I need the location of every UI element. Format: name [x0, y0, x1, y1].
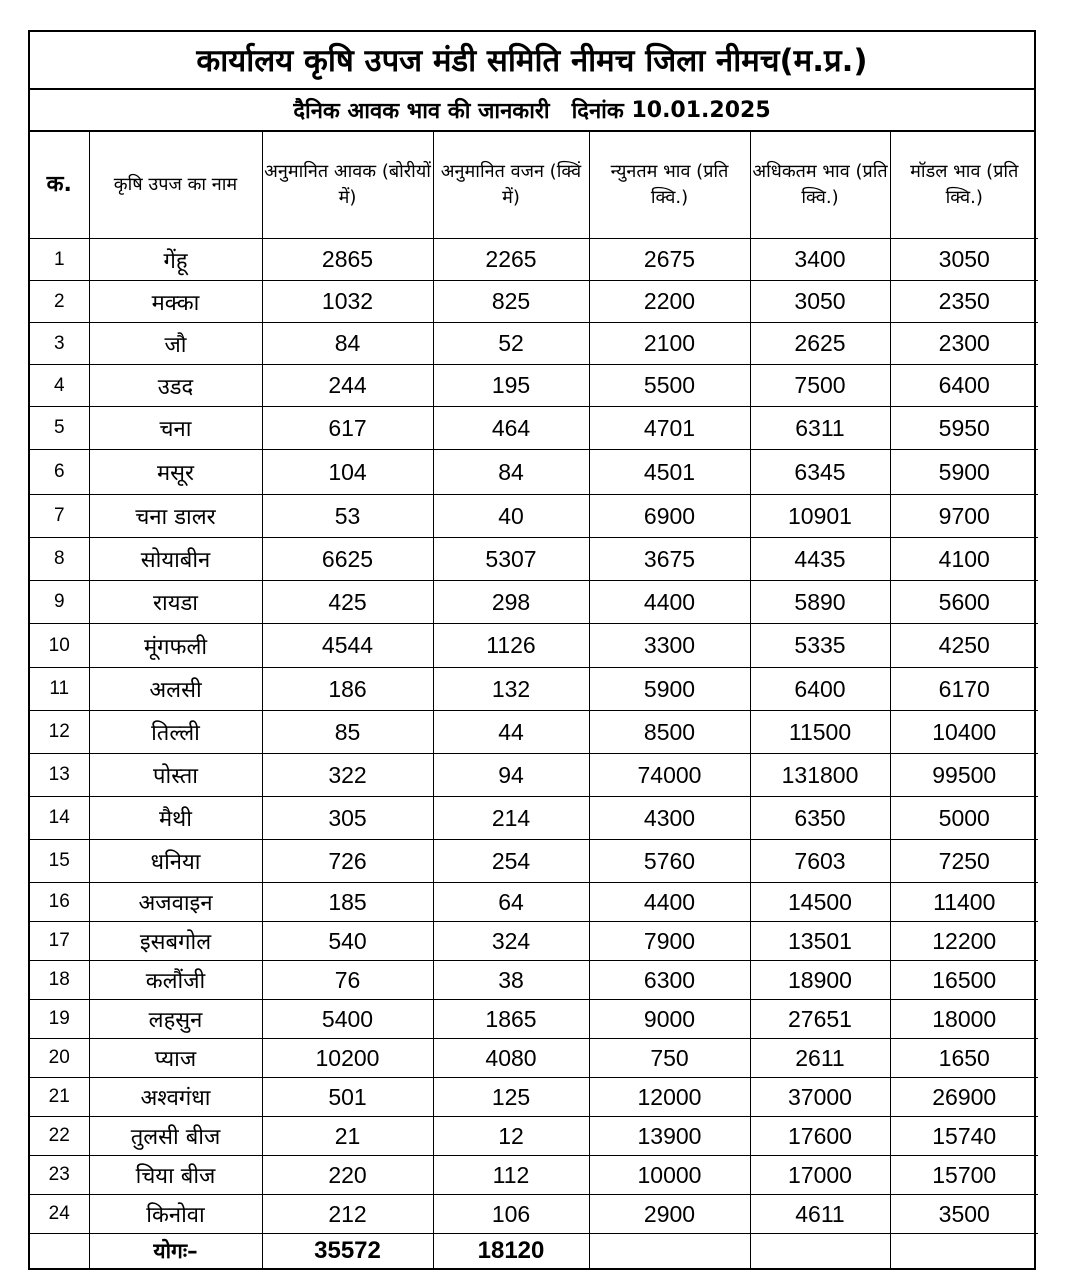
- weight-cell: 112: [433, 1156, 589, 1195]
- weight-cell: 38: [433, 961, 589, 1000]
- table-row: [30, 1078, 1038, 1117]
- max-price-cell: 6345: [750, 450, 890, 495]
- modal-price-cell: 4100: [890, 538, 1038, 581]
- min-price-cell: 4501: [589, 450, 750, 495]
- total-label: योगः–: [89, 1234, 262, 1269]
- crop-name-cell: कलौंजी: [89, 961, 262, 1000]
- modal-price-cell: 15740: [890, 1117, 1038, 1156]
- table-row: [30, 281, 1038, 323]
- serial-cell: 3: [30, 323, 89, 365]
- max-price-cell: 7603: [750, 840, 890, 883]
- weight-cell: 324: [433, 922, 589, 961]
- crop-name-cell: रायडा: [89, 581, 262, 624]
- max-price-cell: 4611: [750, 1195, 890, 1234]
- max-price-cell: 3400: [750, 239, 890, 281]
- weight-cell: 1126: [433, 624, 589, 668]
- arrival-cell: 305: [262, 797, 433, 840]
- max-price-cell: 14500: [750, 883, 890, 922]
- crop-name-cell: चना डालर: [89, 495, 262, 538]
- min-price-cell: 3300: [589, 624, 750, 668]
- max-price-cell: 3050: [750, 281, 890, 323]
- col-header-min-price: न्युनतम भाव (प्रति क्वि.): [589, 132, 750, 239]
- weight-cell: 64: [433, 883, 589, 922]
- total-arrival: 35572: [262, 1234, 433, 1269]
- serial-cell: 21: [30, 1078, 89, 1117]
- min-price-cell: 9000: [589, 1000, 750, 1039]
- modal-price-cell: 3050: [890, 239, 1038, 281]
- crop-name-cell: तुलसी बीज: [89, 1117, 262, 1156]
- max-price-cell: 10901: [750, 495, 890, 538]
- arrival-cell: 21: [262, 1117, 433, 1156]
- weight-cell: 1865: [433, 1000, 589, 1039]
- weight-cell: 44: [433, 711, 589, 754]
- modal-price-cell: 26900: [890, 1078, 1038, 1117]
- total-row: [30, 1234, 1038, 1269]
- weight-cell: 125: [433, 1078, 589, 1117]
- crop-name-cell: चिया बीज: [89, 1156, 262, 1195]
- min-price-cell: 4400: [589, 883, 750, 922]
- max-price-cell: 13501: [750, 922, 890, 961]
- table-row: [30, 1000, 1038, 1039]
- modal-price-cell: 99500: [890, 754, 1038, 797]
- col-header-serial: क.: [30, 132, 89, 239]
- serial-cell: 20: [30, 1039, 89, 1078]
- max-price-cell: 5335: [750, 624, 890, 668]
- max-price-cell: 6311: [750, 407, 890, 450]
- min-price-cell: 5500: [589, 365, 750, 407]
- serial-cell: 22: [30, 1117, 89, 1156]
- crop-name-cell: अश्वगंधा: [89, 1078, 262, 1117]
- min-price-cell: 2900: [589, 1195, 750, 1234]
- modal-price-cell: 2350: [890, 281, 1038, 323]
- weight-cell: 2265: [433, 239, 589, 281]
- modal-price-cell: 5000: [890, 797, 1038, 840]
- weight-cell: 5307: [433, 538, 589, 581]
- weight-cell: 84: [433, 450, 589, 495]
- table-row: [30, 239, 1038, 281]
- serial-cell: 8: [30, 538, 89, 581]
- mandi-price-sheet: [28, 30, 1036, 1270]
- arrival-cell: 540: [262, 922, 433, 961]
- weight-cell: 132: [433, 668, 589, 711]
- serial-cell: 16: [30, 883, 89, 922]
- arrival-cell: 220: [262, 1156, 433, 1195]
- crop-name-cell: उडद: [89, 365, 262, 407]
- serial-cell: 19: [30, 1000, 89, 1039]
- serial-cell: 18: [30, 961, 89, 1000]
- arrival-cell: 186: [262, 668, 433, 711]
- page-title: कार्यालय कृषि उपज मंडी समिति नीमच जिला नीमच(म.प्र.): [30, 32, 1034, 90]
- serial-cell: 12: [30, 711, 89, 754]
- weight-cell: 464: [433, 407, 589, 450]
- serial-cell: 23: [30, 1156, 89, 1195]
- min-price-cell: 3675: [589, 538, 750, 581]
- table-row: [30, 450, 1038, 495]
- weight-cell: 298: [433, 581, 589, 624]
- weight-cell: 52: [433, 323, 589, 365]
- max-price-cell: 37000: [750, 1078, 890, 1117]
- arrival-cell: 2865: [262, 239, 433, 281]
- modal-price-cell: 5950: [890, 407, 1038, 450]
- min-price-cell: 12000: [589, 1078, 750, 1117]
- min-price-cell: 7900: [589, 922, 750, 961]
- col-header-weight: अनुमानित वजन (क्विं में): [433, 132, 589, 239]
- serial-cell: 7: [30, 495, 89, 538]
- crop-name-cell: तिल्ली: [89, 711, 262, 754]
- min-price-cell: 2200: [589, 281, 750, 323]
- modal-price-cell: 6170: [890, 668, 1038, 711]
- table-row: [30, 797, 1038, 840]
- weight-cell: 825: [433, 281, 589, 323]
- serial-cell: 10: [30, 624, 89, 668]
- crop-name-cell: मक्का: [89, 281, 262, 323]
- modal-price-cell: 4250: [890, 624, 1038, 668]
- modal-price-cell: 15700: [890, 1156, 1038, 1195]
- table-row: [30, 961, 1038, 1000]
- arrival-cell: 6625: [262, 538, 433, 581]
- min-price-cell: 4701: [589, 407, 750, 450]
- table-row: [30, 624, 1038, 668]
- arrival-cell: 53: [262, 495, 433, 538]
- table-row: [30, 1195, 1038, 1234]
- min-price-cell: 4400: [589, 581, 750, 624]
- table-row: [30, 883, 1038, 922]
- crop-name-cell: धनिया: [89, 840, 262, 883]
- modal-price-cell: 7250: [890, 840, 1038, 883]
- weight-cell: 12: [433, 1117, 589, 1156]
- weight-cell: 94: [433, 754, 589, 797]
- table-row: [30, 365, 1038, 407]
- modal-price-cell: 18000: [890, 1000, 1038, 1039]
- report-date: 10.01.2025: [631, 97, 771, 123]
- modal-price-cell: 2300: [890, 323, 1038, 365]
- crop-name-cell: मसूर: [89, 450, 262, 495]
- max-price-cell: 18900: [750, 961, 890, 1000]
- table-row: [30, 668, 1038, 711]
- table-row: [30, 407, 1038, 450]
- serial-cell: 15: [30, 840, 89, 883]
- min-price-cell: 8500: [589, 711, 750, 754]
- arrival-cell: 84: [262, 323, 433, 365]
- table-row: [30, 1117, 1038, 1156]
- serial-cell: 1: [30, 239, 89, 281]
- price-table: [30, 132, 1038, 1268]
- modal-price-cell: 1650: [890, 1039, 1038, 1078]
- arrival-cell: 617: [262, 407, 433, 450]
- crop-name-cell: पोस्ता: [89, 754, 262, 797]
- table-row: [30, 538, 1038, 581]
- total-weight: 18120: [433, 1234, 589, 1269]
- page-subtitle: [30, 90, 1034, 132]
- serial-cell: 6: [30, 450, 89, 495]
- min-price-cell: 74000: [589, 754, 750, 797]
- min-price-cell: 750: [589, 1039, 750, 1078]
- total-empty-cell: [890, 1234, 1038, 1269]
- max-price-cell: 4435: [750, 538, 890, 581]
- min-price-cell: 13900: [589, 1117, 750, 1156]
- date-label: दिनांक: [571, 99, 624, 124]
- table-row: [30, 711, 1038, 754]
- serial-cell: 17: [30, 922, 89, 961]
- total-empty-cell: [589, 1234, 750, 1269]
- arrival-cell: 5400: [262, 1000, 433, 1039]
- serial-cell: 24: [30, 1195, 89, 1234]
- arrival-cell: 212: [262, 1195, 433, 1234]
- max-price-cell: 27651: [750, 1000, 890, 1039]
- serial-cell: 13: [30, 754, 89, 797]
- serial-cell: 4: [30, 365, 89, 407]
- crop-name-cell: मैथी: [89, 797, 262, 840]
- arrival-cell: 85: [262, 711, 433, 754]
- weight-cell: 4080: [433, 1039, 589, 1078]
- table-row: [30, 922, 1038, 961]
- modal-price-cell: 10400: [890, 711, 1038, 754]
- serial-cell: 5: [30, 407, 89, 450]
- crop-name-cell: इसबगोल: [89, 922, 262, 961]
- modal-price-cell: 5600: [890, 581, 1038, 624]
- max-price-cell: 2611: [750, 1039, 890, 1078]
- total-empty-cell: [30, 1234, 89, 1269]
- table-row: [30, 323, 1038, 365]
- table-row: [30, 495, 1038, 538]
- max-price-cell: 2625: [750, 323, 890, 365]
- crop-name-cell: किनोवा: [89, 1195, 262, 1234]
- arrival-cell: 10200: [262, 1039, 433, 1078]
- modal-price-cell: 11400: [890, 883, 1038, 922]
- min-price-cell: 6300: [589, 961, 750, 1000]
- modal-price-cell: 3500: [890, 1195, 1038, 1234]
- weight-cell: 214: [433, 797, 589, 840]
- modal-price-cell: 12200: [890, 922, 1038, 961]
- max-price-cell: 11500: [750, 711, 890, 754]
- table-row: [30, 840, 1038, 883]
- min-price-cell: 2675: [589, 239, 750, 281]
- min-price-cell: 2100: [589, 323, 750, 365]
- min-price-cell: 10000: [589, 1156, 750, 1195]
- serial-cell: 2: [30, 281, 89, 323]
- max-price-cell: 6400: [750, 668, 890, 711]
- serial-cell: 14: [30, 797, 89, 840]
- modal-price-cell: 5900: [890, 450, 1038, 495]
- min-price-cell: 5900: [589, 668, 750, 711]
- arrival-cell: 244: [262, 365, 433, 407]
- max-price-cell: 5890: [750, 581, 890, 624]
- arrival-cell: 4544: [262, 624, 433, 668]
- crop-name-cell: गेंहू: [89, 239, 262, 281]
- arrival-cell: 425: [262, 581, 433, 624]
- crop-name-cell: लहसुन: [89, 1000, 262, 1039]
- crop-name-cell: सोयाबीन: [89, 538, 262, 581]
- arrival-cell: 501: [262, 1078, 433, 1117]
- crop-name-cell: अलसी: [89, 668, 262, 711]
- arrival-cell: 104: [262, 450, 433, 495]
- max-price-cell: 131800: [750, 754, 890, 797]
- crop-name-cell: अजवाइन: [89, 883, 262, 922]
- max-price-cell: 17600: [750, 1117, 890, 1156]
- crop-name-cell: प्याज: [89, 1039, 262, 1078]
- min-price-cell: 5760: [589, 840, 750, 883]
- arrival-cell: 1032: [262, 281, 433, 323]
- weight-cell: 254: [433, 840, 589, 883]
- header-row: [30, 132, 1038, 239]
- subtitle-label: दैनिक आवक भाव की जानकारी: [293, 99, 550, 124]
- modal-price-cell: 16500: [890, 961, 1038, 1000]
- table-row: [30, 1156, 1038, 1195]
- crop-name-cell: मूंगफली: [89, 624, 262, 668]
- col-header-arrival: अनुमानित आवक (बोरीयों में): [262, 132, 433, 239]
- modal-price-cell: 6400: [890, 365, 1038, 407]
- modal-price-cell: 9700: [890, 495, 1038, 538]
- total-empty-cell: [750, 1234, 890, 1269]
- min-price-cell: 6900: [589, 495, 750, 538]
- col-header-crop: कृषि उपज का नाम: [89, 132, 262, 239]
- col-header-max-price: अधिकतम भाव (प्रति क्वि.): [750, 132, 890, 239]
- serial-cell: 9: [30, 581, 89, 624]
- min-price-cell: 4300: [589, 797, 750, 840]
- weight-cell: 106: [433, 1195, 589, 1234]
- table-row: [30, 754, 1038, 797]
- max-price-cell: 6350: [750, 797, 890, 840]
- serial-cell: 11: [30, 668, 89, 711]
- crop-name-cell: जौ: [89, 323, 262, 365]
- arrival-cell: 76: [262, 961, 433, 1000]
- arrival-cell: 322: [262, 754, 433, 797]
- weight-cell: 40: [433, 495, 589, 538]
- arrival-cell: 185: [262, 883, 433, 922]
- arrival-cell: 726: [262, 840, 433, 883]
- max-price-cell: 17000: [750, 1156, 890, 1195]
- weight-cell: 195: [433, 365, 589, 407]
- col-header-modal-price: मॉडल भाव (प्रति क्वि.): [890, 132, 1038, 239]
- crop-name-cell: चना: [89, 407, 262, 450]
- max-price-cell: 7500: [750, 365, 890, 407]
- table-row: [30, 1039, 1038, 1078]
- table-row: [30, 581, 1038, 624]
